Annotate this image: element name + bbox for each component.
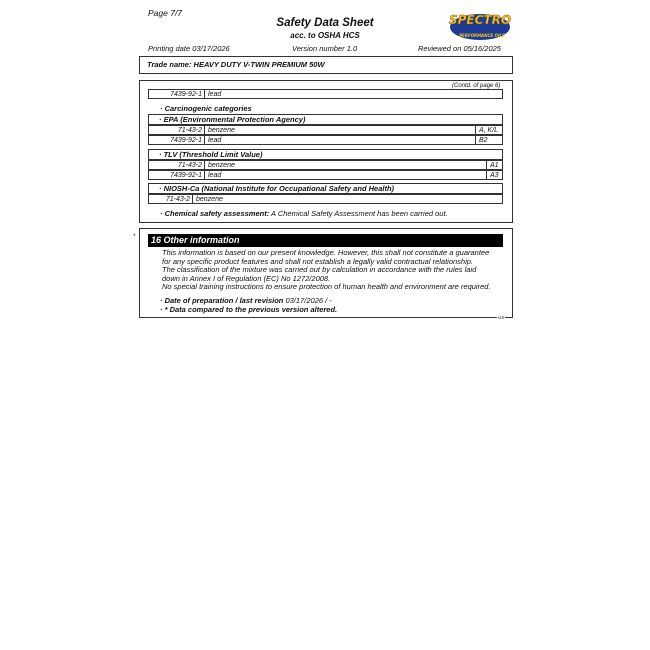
other-info-line: No special training instructions to ensure protection of human health and environment are required.	[162, 282, 491, 292]
date-of-preparation	[160, 296, 332, 305]
substance-name: lead	[208, 91, 222, 98]
section-16-heading: 16 Other information	[148, 234, 503, 247]
chemical-safety-assessment	[160, 209, 448, 218]
cas-number: 71-43-2	[149, 195, 193, 203]
table-row	[148, 194, 503, 204]
printing-date: Printing date 03/17/2026	[148, 44, 230, 53]
substance-name: benzene	[208, 162, 235, 169]
category-code: A, K/L	[475, 126, 502, 134]
substance-name: lead	[208, 137, 222, 144]
cas-number: 7439-92-1	[149, 90, 205, 98]
logo-subtext: PERFORMANCE OILS	[459, 33, 505, 38]
document-title: Safety Data Sheet	[276, 17, 374, 29]
other-info-line: The classification of the mixture was carried out by calculation in accordance with the rules laid	[162, 265, 477, 275]
other-info-line: for any specific product features and shall not establish a legally valid contractual relationship.	[162, 256, 474, 266]
carcinogenic-heading: · Carcinogenic categories	[160, 104, 252, 113]
version-number: Version number 1.0	[292, 44, 358, 53]
table-row	[148, 89, 503, 99]
substance-name: benzene	[208, 127, 235, 134]
epa-heading: · EPA (Environmental Protection Agency)	[148, 114, 503, 125]
category-code: A1	[486, 161, 502, 169]
substance-name: benzene	[196, 196, 223, 203]
reviewed-date: Reviewed on 05/16/2025	[418, 44, 501, 53]
logo-wordmark: SPECTRO	[448, 13, 512, 27]
page-number: Page 7/7	[148, 8, 183, 18]
csa-text: A Chemical Safety Assessment has been carried out.	[271, 209, 448, 218]
cas-number: 7439-92-1	[149, 136, 205, 144]
document-subtitle: acc. to OSHA HCS	[290, 31, 360, 40]
trade-name: Trade name: HEAVY DUTY V-TWIN PREMIUM 50W	[147, 60, 325, 69]
tlv-heading: · TLV (Threshold Limit Value)	[148, 149, 503, 160]
continued-note: (Contd. of page 6)	[452, 83, 501, 89]
table-row	[148, 125, 503, 135]
table-row	[148, 170, 503, 180]
change-marker: *	[133, 234, 136, 240]
prep-value: 03/17/2026 / -	[285, 296, 332, 305]
spectro-logo	[446, 8, 514, 42]
substance-name: lead	[208, 172, 222, 179]
csa-label: · Chemical safety assessment:	[160, 209, 270, 218]
altered-note: · * Data compared to the previous version altered.	[160, 305, 338, 314]
other-info-line: down in Annex I of Regulation (EC) No 1272/2008.	[162, 273, 331, 283]
cas-number: 71-43-2	[149, 161, 205, 169]
table-row	[148, 135, 503, 145]
category-code: A3	[486, 171, 502, 179]
country-code: US	[498, 315, 505, 320]
cas-number: 7439-92-1	[149, 171, 205, 179]
niosh-heading: · NIOSH-Ca (National Institute for Occupational Safety and Health)	[148, 183, 503, 194]
cas-number: 71-43-2	[149, 126, 205, 134]
other-info-line: This information is based on our present knowledge. However, this shall not constitute a guarantee	[162, 248, 490, 257]
table-row	[148, 160, 503, 170]
prep-label: · Date of preparation / last revision	[160, 296, 284, 305]
category-code: B2	[475, 136, 502, 144]
